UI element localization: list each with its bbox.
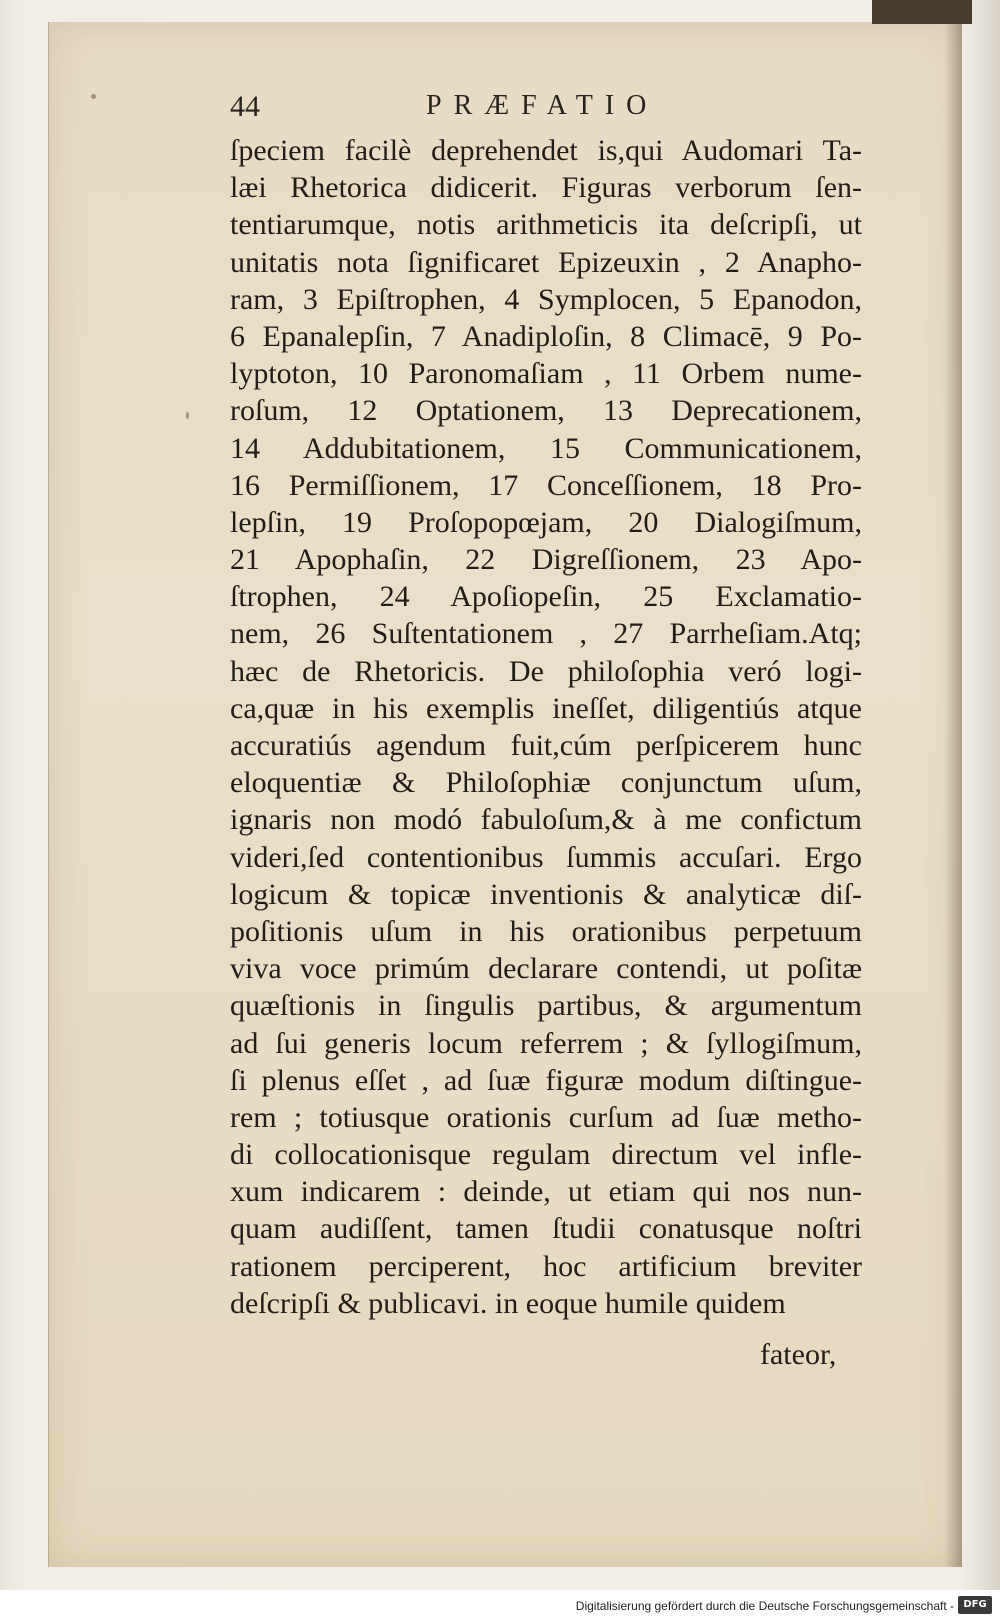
text-line: 16 Permiſſionem, 17 Conceſſionem, 18 Pro-: [230, 468, 862, 502]
text-line: 14 Addubitationem, 15 Communicationem,: [230, 431, 862, 465]
running-head: [230, 70, 790, 123]
text-line: viva voce primúm declarare contendi, ut poſitæ: [230, 952, 862, 986]
text-line: lyptoton, 10 Paronomaſiam , 11 Orbem nume-: [230, 357, 862, 391]
text-line: 6 Epanalepſin, 7 Anadiploſin, 8 Climacē, 9 Po-: [230, 319, 862, 353]
text-line: nem, 26 Suſtentationem , 27 Parrheſiam.Atq;: [230, 617, 862, 651]
text-line: xum indicarem : deinde, ut etiam qui nos nun-: [230, 1175, 862, 1209]
text-line: videri,ſed contentionibus ſummis accuſari. Ergo: [230, 840, 862, 874]
text-line: ſpeciem facilè deprehendet is,qui Audomari Ta-: [230, 134, 862, 167]
text-line: accuratiús agendum fuit,cúm perſpicerem hunc: [230, 729, 862, 762]
text-line: eloquentiæ & Philoſophiæ conjunctum uſum,: [230, 766, 862, 800]
text-line: roſum, 12 Optationem, 13 Deprecationem,: [230, 394, 862, 428]
text-line: hæc de Rhetoricis. De philoſophia veró logi-: [230, 654, 862, 688]
text-line: di collocationisque regulam directum vel infle-: [230, 1138, 862, 1172]
foxing-spot: [186, 412, 189, 419]
text-line: ram, 3 Epiſtrophen, 4 Symplocen, 5 Epanodon,: [230, 282, 862, 316]
text-line: rationem perciperent, hoc artificium breviter: [230, 1249, 862, 1283]
text-line: ſtrophen, 24 Apoſiopeſin, 25 Exclamatio-: [230, 580, 862, 614]
text-line: ad ſui generis locum referrem ; & ſyllogiſmum,: [230, 1026, 862, 1060]
funding-credit: Digitalisierung gefördert durch die Deutsche Forschungsgemeinschaft -: [575, 1599, 954, 1613]
text-line: læi Rhetorica didicerit. Figuras verborum ſen-: [230, 171, 862, 205]
footer-bar: [0, 1590, 1000, 1623]
text-line: deſcripſi & publicavi. in eoque humile quidem: [230, 1286, 786, 1320]
page-gutter-shadow: [944, 22, 962, 1567]
binding-corner: [872, 0, 972, 24]
catchword: fateor,: [760, 1338, 837, 1371]
text-line: 21 Apophaſin, 22 Digreſſionem, 23 Apo-: [230, 543, 862, 577]
dfg-logo: DFG: [958, 1596, 992, 1614]
text-line: unitatis nota ſignificaret Epizeuxin , 2 Anapho-: [230, 245, 862, 279]
text-line: lepſin, 19 Proſopopœjam, 20 Dialogiſmum,: [230, 505, 862, 539]
body-text: [230, 132, 862, 1322]
foxing-spot: [91, 94, 96, 99]
text-line: logicum & topicæ inventionis & analyticæ diſ-: [230, 877, 862, 911]
text-line: quam audiſſent, tamen ſtudii conatusque noſtri: [230, 1212, 862, 1246]
page-number: 44: [230, 90, 260, 123]
text-line: ca,quæ in his exemplis ineſſet, diligentiús atque: [230, 691, 862, 725]
text-line: quæſtionis in ſingulis partibus, & argumentum: [230, 989, 862, 1023]
text-line: poſitionis uſum in his orationibus perpetuum: [230, 914, 862, 948]
text-line: ſi plenus eſſet , ad ſuæ figuræ modum diſtingue-: [230, 1063, 862, 1097]
text-line: ignaris non modó fabuloſum,& à me confictum: [230, 803, 862, 837]
text-line: tentiarumque, notis arithmeticis ita deſcripſi, ut: [230, 208, 862, 242]
running-title: PRÆFATIO: [426, 90, 659, 121]
text-line: rem ; totiusque orationis curſum ad ſuæ metho-: [230, 1100, 862, 1134]
